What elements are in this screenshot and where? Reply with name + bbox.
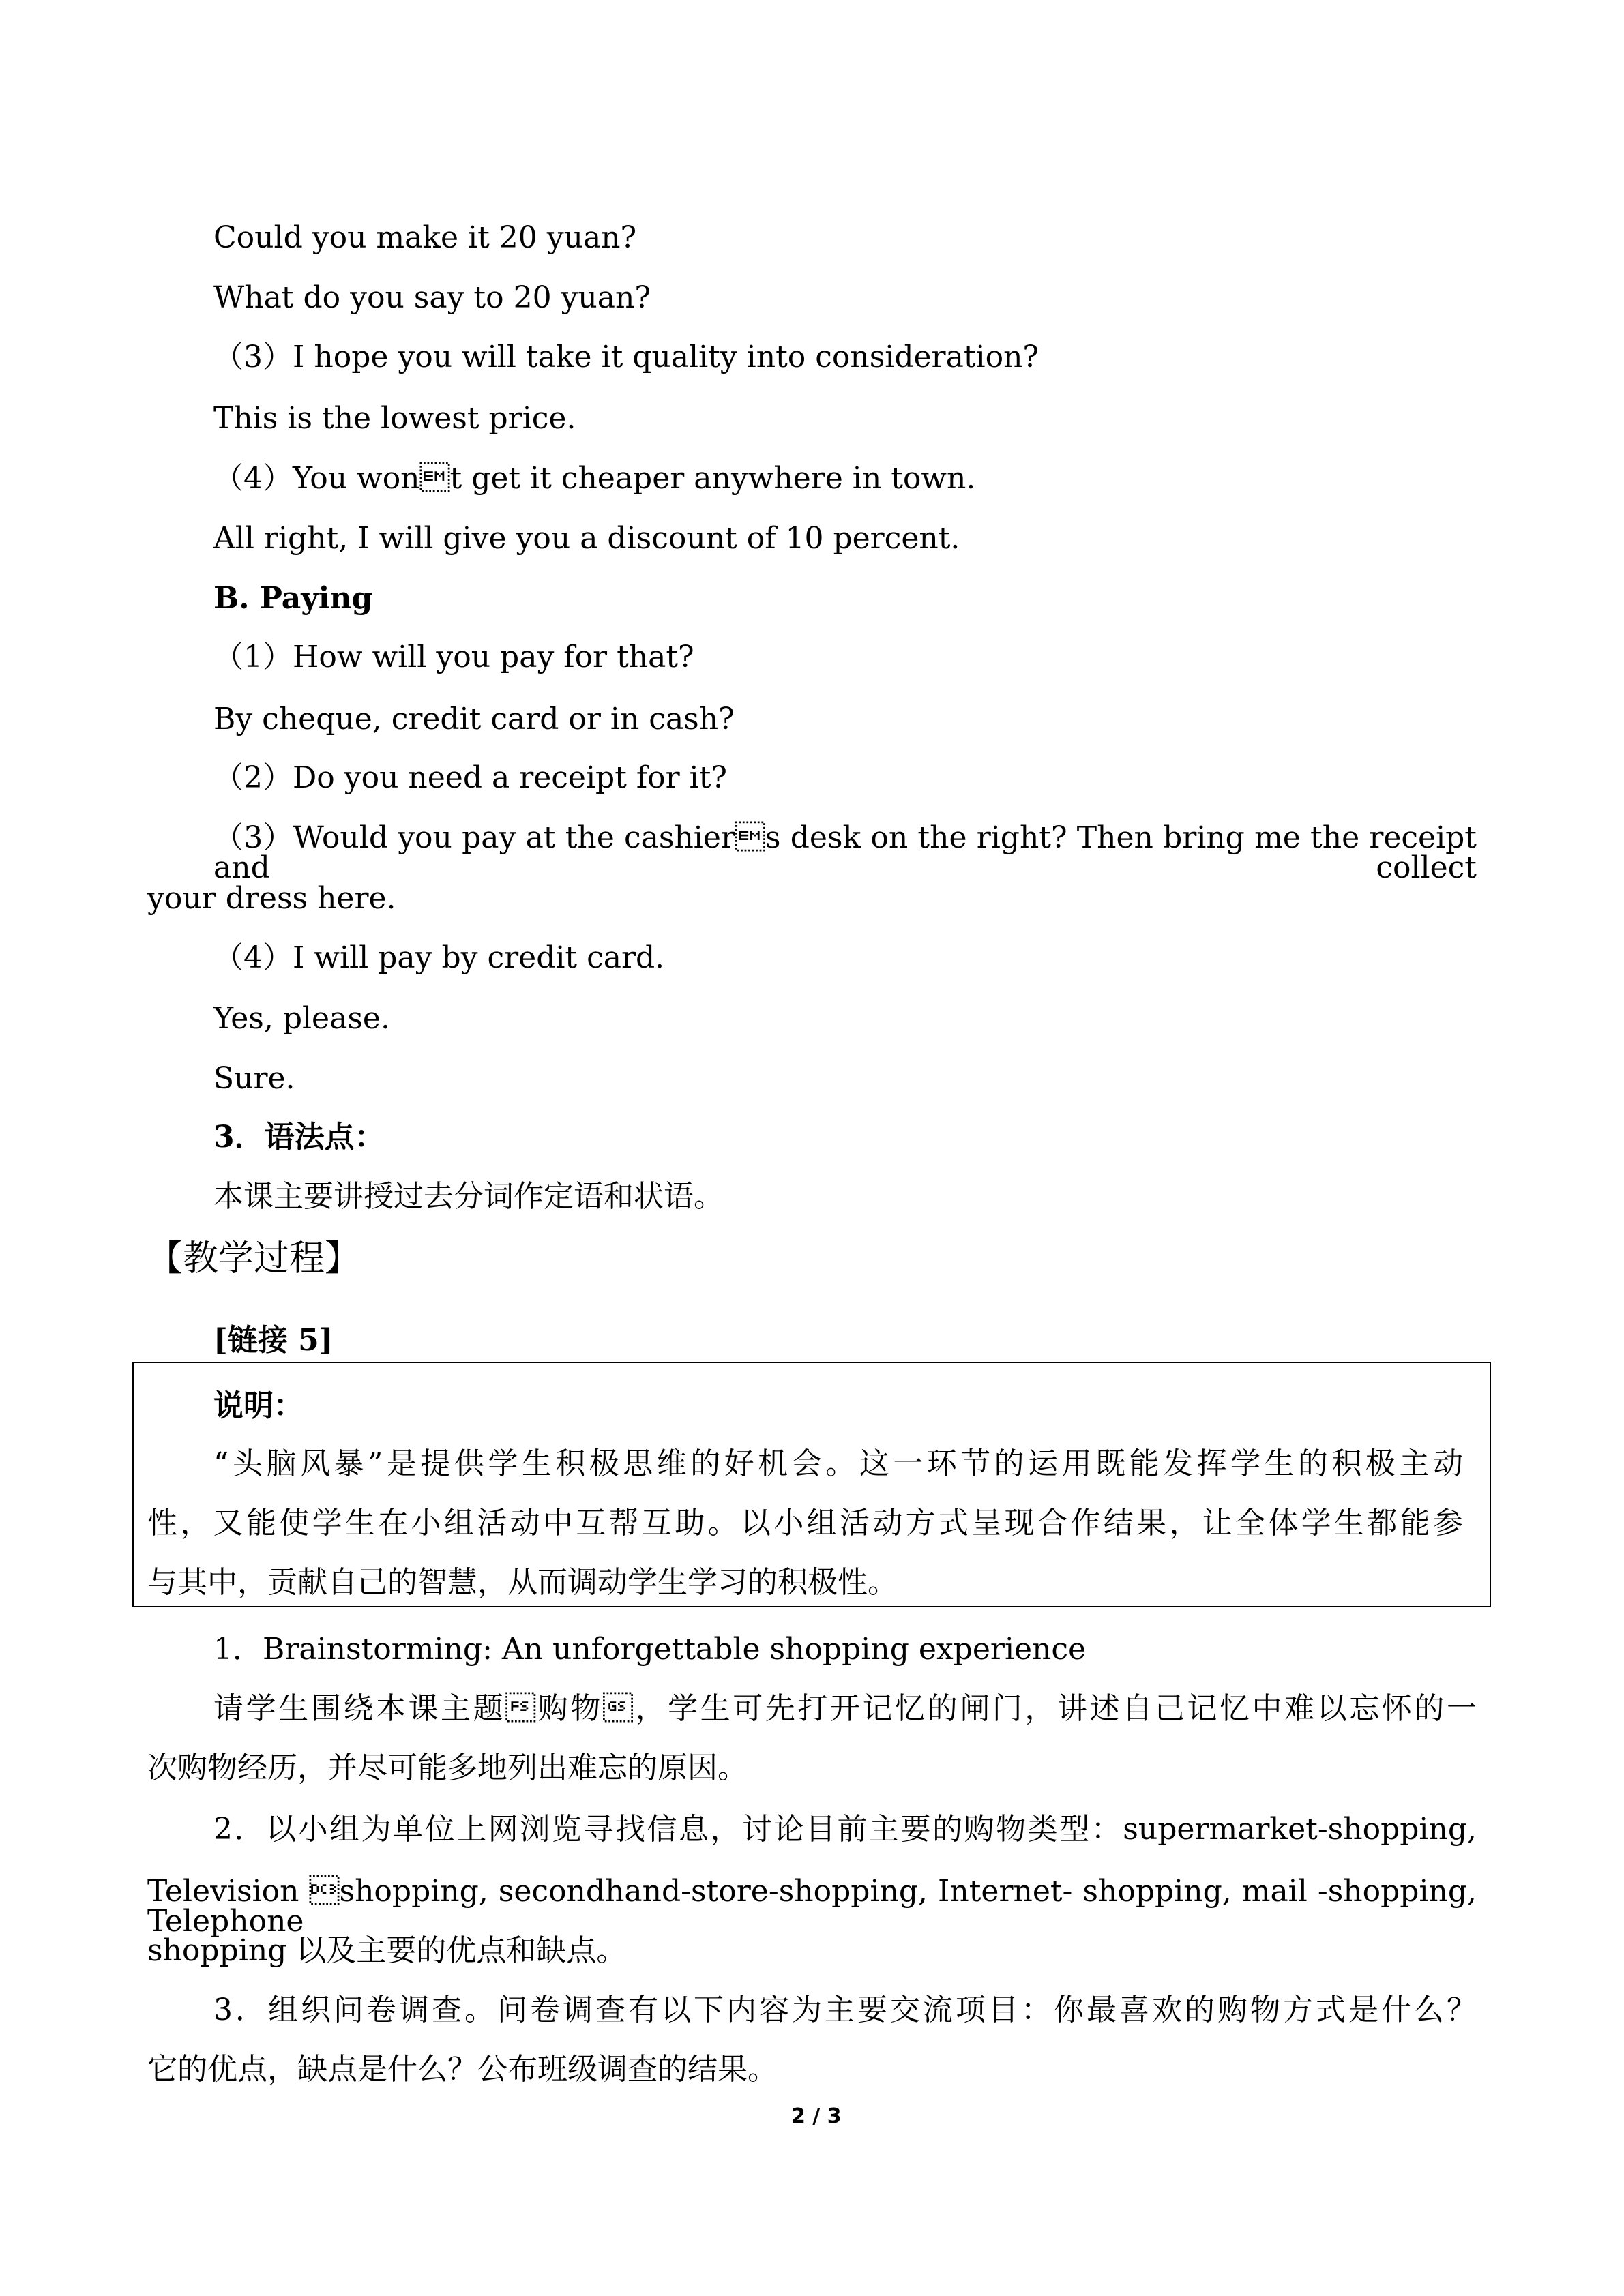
step-line: 它的优点，缺点是什么？公布班级调查的结果。 bbox=[147, 2052, 778, 2087]
step-2-title: 2．以小组为单位上网浏览寻找信息，讨论目前主要的购物类型：supermarket-shopping, bbox=[213, 1812, 1477, 1847]
text-line: This is the lowest price. bbox=[213, 401, 576, 436]
page-number: 2 / 3 bbox=[791, 2104, 842, 2128]
note-line: 性，又能使学生在小组活动中互帮互助。以小组活动方式呈现合作结果，让全体学生都能参 bbox=[147, 1506, 1463, 1540]
text-line: （2）Do you need a receipt for it? bbox=[213, 760, 728, 795]
text-line: Sure. bbox=[213, 1061, 295, 1096]
text-line: 本课主要讲授过去分词作定语和状语。 bbox=[213, 1179, 724, 1214]
text-line: （4）You wont get it cheaper anywhere in town. bbox=[213, 461, 976, 496]
text-line: Yes, please. bbox=[213, 1001, 390, 1036]
note-line: 与其中，贡献自己的智慧，从而调动学生学习的积极性。 bbox=[147, 1565, 898, 1600]
text-line: （3）I hope you will take it quality into consideration? bbox=[213, 340, 1039, 374]
step-line: 次购物经历，并尽可能多地列出难忘的原因。 bbox=[147, 1750, 748, 1785]
grammar-heading: 3．语法点： bbox=[213, 1120, 385, 1154]
text-line: Could you make it 20 yuan? bbox=[213, 220, 637, 255]
note-title: 说明： bbox=[213, 1388, 304, 1423]
subheading-paying: B. Paying bbox=[213, 581, 373, 616]
text-line: your dress here. bbox=[147, 881, 396, 916]
step-line: Television shopping, secondhand-store-shopping, Internet- shopping, mail -shopping, Telephone bbox=[147, 1874, 1477, 1939]
section-title: 【教学过程】 bbox=[147, 1238, 361, 1279]
note-line: “头脑风暴”是提供学生积极思维的好机会。这一环节的运用既能发挥学生的积极主动 bbox=[213, 1446, 1463, 1481]
step-1-title: 1．Brainstorming: An unforgettable shopping experience bbox=[213, 1632, 1087, 1667]
text-line: （4）I will pay by credit card. bbox=[213, 940, 665, 975]
link-label: [链接 5] bbox=[213, 1323, 334, 1358]
step-line: shopping 以及主要的优点和缺点。 bbox=[147, 1933, 627, 1968]
step-3-title: 3．组织问卷调查。问卷调查有以下内容为主要交流项目：你最喜欢的购物方式是什么？ bbox=[213, 1993, 1477, 2027]
step-line: 请学生围绕本课主题 购物 ，学生可先打开记忆的闸门，讲述自己记忆中难以忘怀的一 bbox=[213, 1691, 1477, 1726]
text-line: （3）Would you pay at the cashiers desk on the right? Then bring me the receipt and collect bbox=[213, 820, 1477, 885]
text-line: What do you say to 20 yuan? bbox=[213, 280, 651, 315]
text-line: All right, I will give you a discount of 10 percent. bbox=[213, 521, 960, 556]
text-line: （1）How will you pay for that? bbox=[213, 640, 694, 674]
text-line: By cheque, credit card or in cash? bbox=[213, 702, 735, 736]
